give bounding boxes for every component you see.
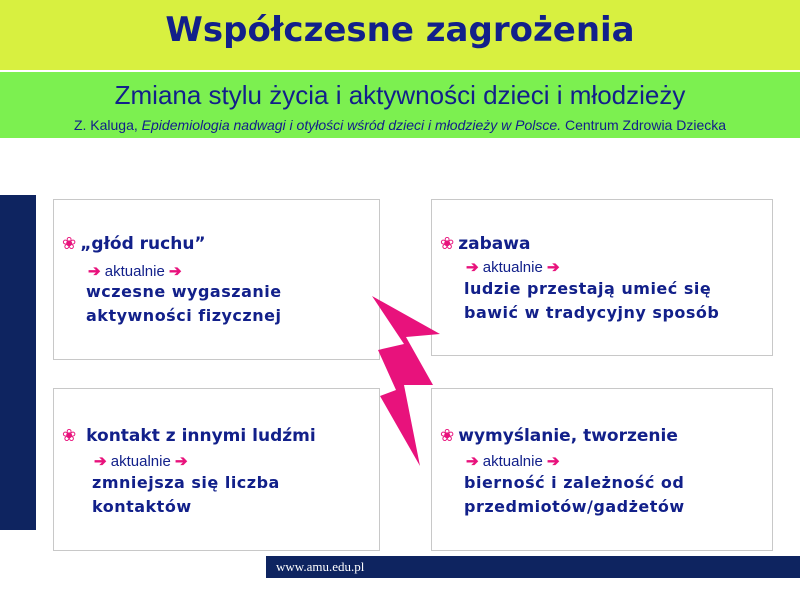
box-heading: ❀ kontakt z innymi ludźmi bbox=[62, 426, 316, 446]
box-body-line: bawić w tradycyjny sposób bbox=[464, 303, 720, 322]
box-heading: ❀ wymyślanie, tworzenie bbox=[440, 426, 678, 446]
rose-icon: ❀ bbox=[62, 426, 77, 446]
arrow-right-icon: ➔ bbox=[94, 453, 107, 470]
box-heading: ❀ zabawa bbox=[440, 234, 531, 254]
box-body-line: wczesne wygaszanie bbox=[86, 282, 282, 301]
box-body-line: kontaktów bbox=[92, 497, 192, 516]
rose-icon: ❀ bbox=[440, 234, 455, 254]
arrow-label: aktualnie bbox=[482, 453, 543, 470]
citation-title: Epidemiologia nadwagi i otyłości wśród dzieci i młodzieży w Polsce. bbox=[141, 117, 562, 133]
rose-icon: ❀ bbox=[62, 234, 77, 254]
box-body-line: przedmiotów/gadżetów bbox=[464, 497, 685, 516]
citation-source: Centrum Zdrowia Dziecka bbox=[564, 117, 727, 133]
arrow-label: aktualnie bbox=[482, 259, 543, 276]
slide-subtitle: Zmiana stylu życia i aktywności dzieci i młodzieży bbox=[114, 80, 686, 110]
box-body-line: aktywności fizycznej bbox=[86, 306, 282, 325]
arrow-right-icon: ➔ bbox=[88, 263, 101, 280]
box-body-line: ludzie przestają umieć się bbox=[464, 279, 712, 298]
box-body-line: bierność i zależność od bbox=[464, 473, 685, 492]
arrow-label: aktualnie bbox=[104, 263, 165, 280]
footer-url: www.amu.edu.pl bbox=[276, 559, 365, 574]
arrow-right-icon: ➔ bbox=[466, 453, 479, 470]
box-body-line: zmniejsza się liczba bbox=[92, 473, 280, 492]
box-heading: ❀ „głód ruchu” bbox=[62, 234, 206, 254]
arrow-label: aktualnie bbox=[110, 453, 171, 470]
citation-author: Z. Kaluga, bbox=[73, 117, 138, 133]
footer-bar bbox=[266, 556, 800, 578]
arrow-right-icon: ➔ bbox=[546, 453, 560, 470]
arrow-right-icon: ➔ bbox=[168, 263, 182, 280]
arrow-right-icon: ➔ bbox=[466, 259, 479, 276]
rose-icon: ❀ bbox=[440, 426, 455, 446]
arrow-right-icon: ➔ bbox=[546, 259, 560, 276]
arrow-right-icon: ➔ bbox=[174, 453, 188, 470]
page-title: Współczesne zagrożenia bbox=[165, 10, 635, 50]
